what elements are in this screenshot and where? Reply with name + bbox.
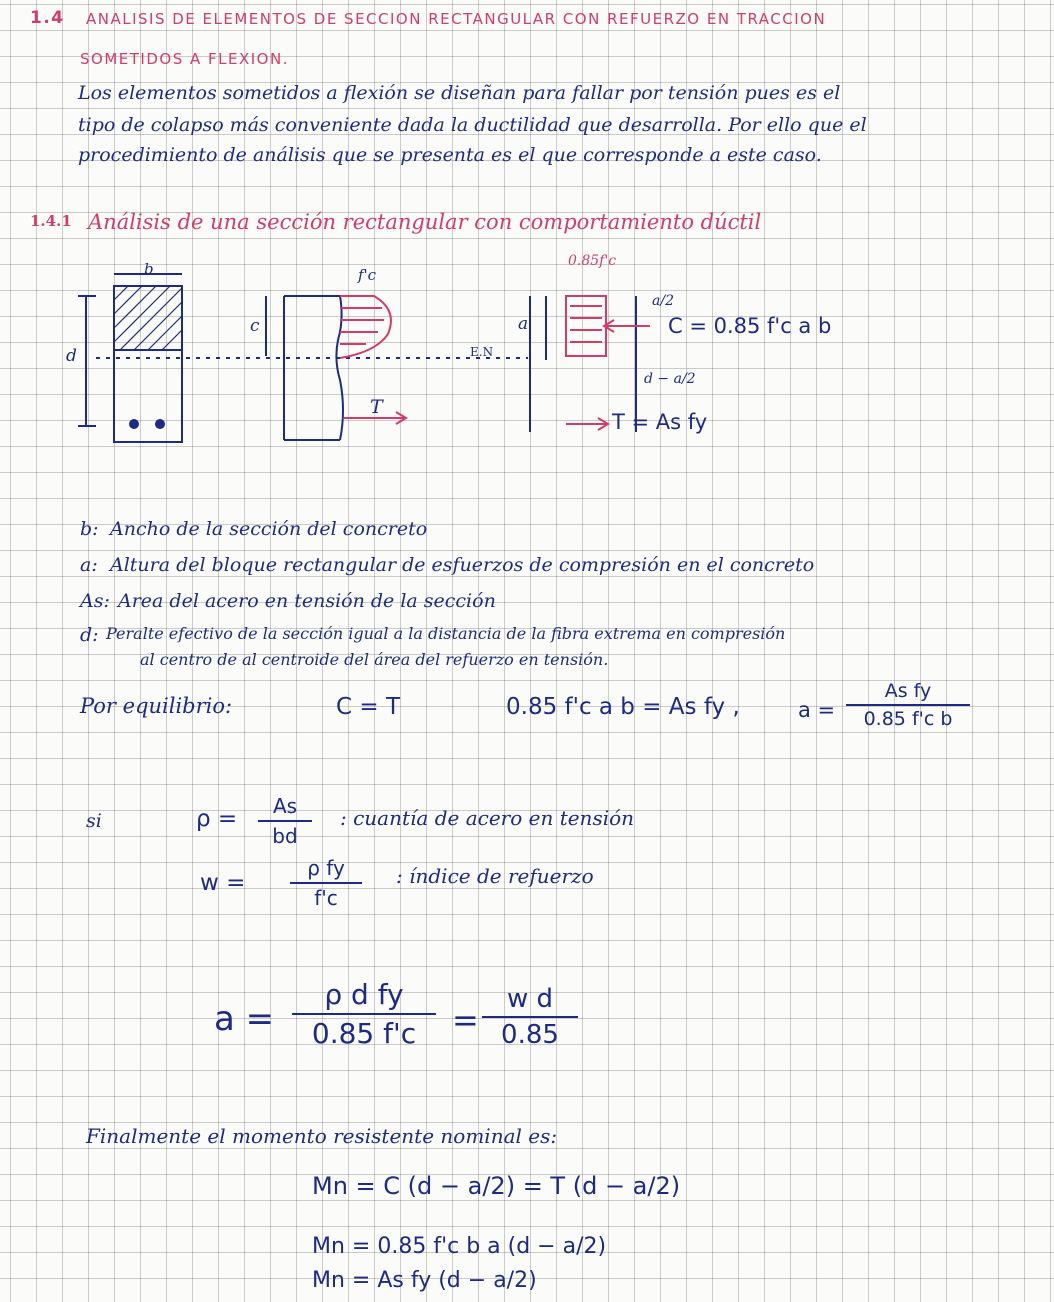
w-fraction bbox=[290, 856, 362, 910]
label-085fc: 0.85f'c bbox=[568, 253, 617, 269]
moment-eq-3: Mn = As fy (d − a/2) bbox=[312, 1268, 537, 1293]
definition-as-sym: As: bbox=[80, 590, 110, 612]
intro-line-1: Los elementos sometidos a flexión se diseñan para fallar por tensión pues es el bbox=[78, 82, 841, 104]
section-title-line2: SOMETIDOS A FLEXION. bbox=[80, 50, 289, 68]
a-formula-den-2: 0.85 bbox=[501, 1020, 559, 1050]
moment-eq-2: Mn = 0.85 f'c b a (d − a/2) bbox=[312, 1234, 607, 1259]
a-fraction-den: 0.85 f'c b bbox=[863, 708, 953, 730]
a-formula-num-2: w d bbox=[506, 984, 554, 1014]
final-text: Finalmente el momento resistente nominal es: bbox=[86, 1124, 558, 1148]
definition-b-sym: b: bbox=[80, 518, 99, 540]
fraction-bar bbox=[258, 820, 312, 822]
a-formula-fraction-2 bbox=[482, 984, 578, 1050]
label-T: T bbox=[370, 396, 383, 418]
label-a: a bbox=[518, 314, 529, 334]
label-T-equation: T = As fy bbox=[612, 410, 708, 434]
w-description: : índice de refuerzo bbox=[396, 864, 594, 888]
a-formula-equals: = bbox=[452, 1001, 479, 1039]
label-d-minus-a2: d − a/2 bbox=[644, 371, 696, 387]
rho-num: As bbox=[272, 794, 298, 818]
equilibrium-c-equals-t: C = T bbox=[336, 694, 401, 720]
label-en: E.N bbox=[470, 345, 494, 359]
label-fc: f'c bbox=[358, 266, 377, 284]
a-formula-den-1: 0.85 f'c bbox=[311, 1017, 417, 1050]
a-fraction bbox=[846, 680, 970, 730]
label-a2: a/2 bbox=[652, 293, 674, 309]
fraction-bar bbox=[290, 882, 362, 884]
fraction-bar bbox=[482, 1016, 578, 1018]
intro-line-3: procedimiento de análisis que se presenta es el que corresponde a este caso. bbox=[78, 144, 822, 166]
a-fraction-num: As fy bbox=[884, 680, 932, 702]
definition-as-text: Area del acero en tensión de la sección bbox=[118, 590, 496, 612]
label-d: d bbox=[66, 346, 77, 366]
definition-d-text: Peralte efectivo de la sección igual a la distancia de la fibra extrema en compresión bbox=[106, 624, 786, 643]
moment-eq-1: Mn = C (d − a/2) = T (d − a/2) bbox=[312, 1172, 681, 1200]
rho-equals: ρ = bbox=[196, 806, 238, 832]
rho-den: bd bbox=[272, 824, 298, 848]
definition-a-text: Altura del bloque rectangular de esfuerzos de compresión en el concreto bbox=[110, 554, 815, 576]
label-b: b bbox=[144, 260, 154, 278]
subsection-number: 1.4.1 bbox=[30, 212, 72, 230]
a-equals: a = bbox=[798, 698, 836, 722]
label-C-equation: C = 0.85 f'c a b bbox=[668, 314, 832, 338]
w-equals: w = bbox=[200, 870, 246, 896]
subsection-title: Análisis de una sección rectangular con comportamiento dúctil bbox=[88, 210, 762, 234]
a-formula-fraction-1 bbox=[292, 978, 436, 1050]
definition-d-text-cont: al centro de al centroide del área del refuerzo en tensión. bbox=[140, 650, 609, 669]
label-c: c bbox=[250, 316, 260, 336]
rho-fraction bbox=[258, 794, 312, 848]
equilibrium-label: Por equilibrio: bbox=[80, 694, 233, 718]
fraction-bar bbox=[846, 704, 970, 706]
a-formula-lhs: a = bbox=[214, 999, 275, 1039]
equilibrium-force-balance: 0.85 f'c a b = As fy , bbox=[506, 694, 740, 720]
section-title-line1: ANALISIS DE ELEMENTOS DE SECCION RECTANGULAR CON REFUERZO EN TRACCION bbox=[86, 10, 827, 28]
section-number: 1.4 bbox=[30, 8, 65, 28]
definition-d-sym: d: bbox=[80, 624, 99, 646]
w-den: f'c bbox=[314, 886, 338, 910]
si-label: si bbox=[86, 810, 102, 832]
intro-line-2: tipo de colapso más conveniente dada la ductilidad que desarrolla. Por ello que el bbox=[78, 114, 867, 136]
fraction-bar bbox=[292, 1013, 436, 1015]
a-formula-num-1: ρ d fy bbox=[324, 978, 404, 1011]
definition-a-sym: a: bbox=[80, 554, 98, 576]
rho-description: : cuantía de acero en tensión bbox=[340, 806, 635, 830]
definition-b-text: Ancho de la sección del concreto bbox=[110, 518, 428, 540]
w-num: ρ fy bbox=[307, 856, 345, 880]
beam-cross-section bbox=[114, 286, 182, 442]
